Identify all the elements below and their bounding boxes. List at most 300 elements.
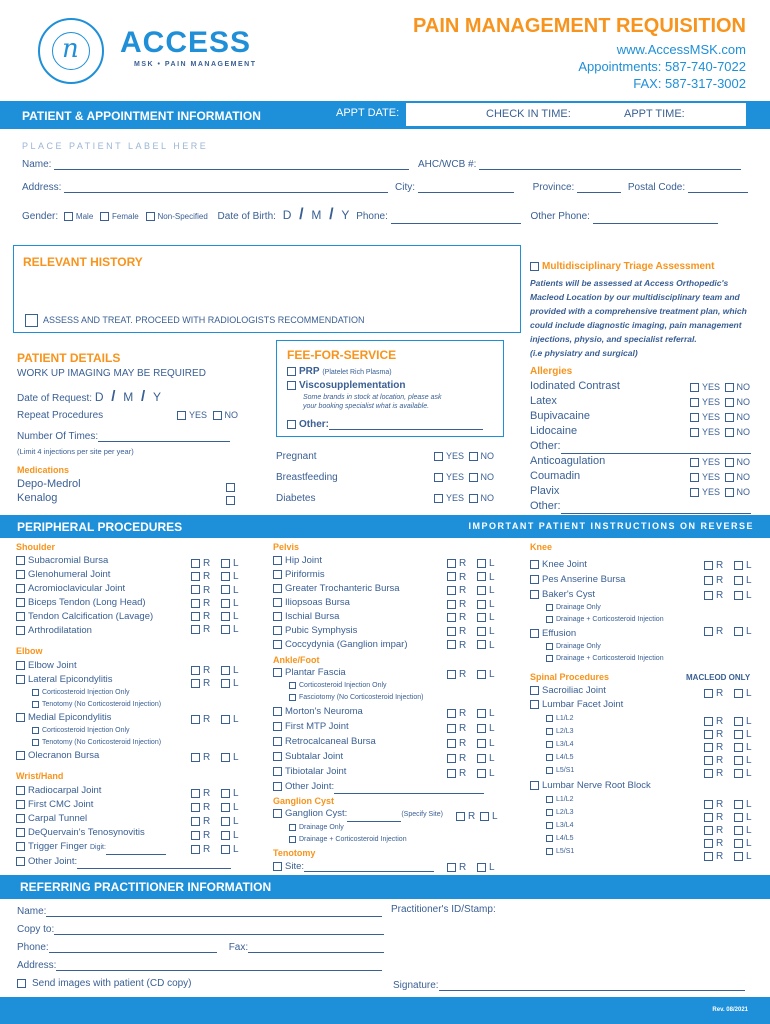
name-field[interactable] — [54, 159, 409, 170]
proc-checkbox[interactable] — [16, 800, 25, 809]
province-field[interactable] — [577, 182, 621, 193]
ankle-other-field[interactable] — [334, 785, 484, 794]
left-checkbox[interactable] — [477, 572, 486, 581]
rl-row — [191, 843, 239, 857]
pregnant-yes-checkbox[interactable] — [434, 452, 443, 461]
left-checkbox[interactable] — [221, 789, 230, 798]
address-field[interactable] — [64, 182, 388, 193]
r-label: R — [716, 851, 724, 862]
sub-label: Fasciotomy (No Corticosteroid Injection) — [299, 694, 424, 701]
right-checkbox[interactable] — [456, 812, 465, 821]
ref-name-field[interactable] — [46, 906, 382, 917]
right-checkbox[interactable] — [704, 743, 713, 752]
request-m: M — [123, 390, 134, 404]
r-label: R — [716, 688, 724, 699]
phone-field[interactable] — [391, 213, 521, 224]
proc-checkbox[interactable] — [16, 661, 25, 670]
proc-label: First MTP Joint — [285, 721, 349, 732]
level-label: L1/L2 — [556, 796, 574, 803]
left-checkbox[interactable] — [477, 670, 486, 679]
right-checkbox[interactable] — [191, 666, 200, 675]
fee-other-field[interactable] — [329, 419, 483, 430]
level-checkbox[interactable] — [546, 796, 553, 803]
rl-row — [191, 677, 239, 690]
limit-note: (Limit 4 injections per site per year) — [17, 447, 134, 456]
left-checkbox[interactable] — [221, 666, 230, 675]
right-checkbox[interactable] — [191, 831, 200, 840]
right-checkbox[interactable] — [447, 739, 456, 748]
proc-label: Olecranon Bursa — [28, 750, 100, 761]
right-checkbox[interactable] — [704, 852, 713, 861]
tenotomy-site-field[interactable] — [304, 863, 434, 872]
right-checkbox[interactable] — [447, 769, 456, 778]
dob-slash-1: / — [299, 206, 304, 223]
ahc-field[interactable] — [479, 159, 741, 170]
left-checkbox[interactable] — [734, 591, 743, 600]
allergy-yes-checkbox[interactable] — [690, 413, 699, 422]
right-checkbox[interactable] — [191, 679, 200, 688]
right-checkbox[interactable] — [191, 803, 200, 812]
proc-label: Sacroiliac Joint — [542, 685, 606, 696]
right-checkbox[interactable] — [704, 769, 713, 778]
proc-checkbox[interactable] — [530, 560, 539, 569]
right-checkbox[interactable] — [704, 756, 713, 765]
right-checkbox[interactable] — [704, 576, 713, 585]
sub-label: Drainage + Corticosteroid Injection — [556, 616, 664, 623]
sub-checkbox[interactable] — [289, 694, 296, 701]
proc-label: Hip Joint — [285, 555, 322, 566]
left-checkbox[interactable] — [477, 640, 486, 649]
left-checkbox[interactable] — [221, 817, 230, 826]
rl-row — [191, 787, 239, 801]
l-label: L — [746, 590, 752, 601]
sub-checkbox[interactable] — [289, 824, 296, 831]
left-checkbox[interactable] — [734, 689, 743, 698]
number-times-row — [17, 431, 230, 442]
allergies-title: Allergies — [530, 366, 573, 377]
proc-checkbox[interactable] — [273, 626, 282, 635]
proc-label: Iliopsoas Bursa — [285, 597, 350, 608]
left-checkbox[interactable] — [477, 863, 486, 872]
other-phone-field[interactable] — [593, 213, 718, 224]
appointment-time-box[interactable] — [405, 102, 747, 127]
logo — [38, 18, 104, 84]
right-checkbox[interactable] — [191, 625, 200, 634]
proc-label: Other Joint: — [28, 856, 78, 867]
kenalog-checkbox[interactable] — [226, 496, 235, 505]
l-label: L — [489, 639, 495, 651]
med-yes-checkbox[interactable] — [690, 488, 699, 497]
right-checkbox[interactable] — [704, 839, 713, 848]
left-checkbox[interactable] — [221, 599, 230, 608]
left-checkbox[interactable] — [221, 559, 230, 568]
right-checkbox[interactable] — [704, 627, 713, 636]
allergy-no-checkbox[interactable] — [725, 428, 734, 437]
left-checkbox[interactable] — [734, 769, 743, 778]
sub-checkbox[interactable] — [546, 616, 553, 623]
right-checkbox[interactable] — [447, 613, 456, 622]
proc-checkbox[interactable] — [273, 752, 282, 761]
sub-checkbox[interactable] — [289, 836, 296, 843]
signature-field[interactable] — [439, 980, 745, 991]
medication-other-label: Other: — [530, 500, 561, 512]
address-label: Address: — [22, 182, 62, 193]
r-label: R — [459, 862, 467, 873]
proc-checkbox[interactable] — [530, 686, 539, 695]
left-checkbox[interactable] — [477, 613, 486, 622]
left-checkbox[interactable] — [221, 845, 230, 854]
allergy-no-checkbox[interactable] — [725, 398, 734, 407]
r-label: R — [459, 598, 467, 610]
level-checkbox[interactable] — [546, 754, 553, 761]
proc-checkbox[interactable] — [16, 842, 25, 851]
right-checkbox[interactable] — [704, 591, 713, 600]
rl-row — [704, 811, 752, 824]
med-no-checkbox[interactable] — [725, 458, 734, 467]
level-checkbox[interactable] — [546, 767, 553, 774]
proc-checkbox[interactable] — [16, 751, 25, 760]
proc-checkbox[interactable] — [16, 626, 25, 635]
allergy-yes-checkbox[interactable] — [690, 428, 699, 437]
assess-label: ASSESS AND TREAT. PROCEED WITH RADIOLOGISTS RECOMMENDATION — [43, 314, 365, 325]
med-depo: Depo-Medrol — [17, 478, 81, 490]
left-checkbox[interactable] — [477, 739, 486, 748]
city-field[interactable] — [418, 182, 514, 193]
sub-checkbox[interactable] — [32, 739, 39, 746]
rl-row — [704, 741, 752, 754]
proc-checkbox[interactable] — [273, 612, 282, 621]
sub-checkbox[interactable] — [32, 701, 39, 708]
proc-label: Morton's Neuroma — [285, 706, 363, 717]
left-checkbox[interactable] — [221, 612, 230, 621]
rl-row — [704, 754, 752, 767]
proc-checkbox[interactable] — [273, 556, 282, 565]
left-checkbox[interactable] — [734, 800, 743, 809]
right-checkbox[interactable] — [191, 599, 200, 608]
l-label: L — [489, 669, 495, 680]
right-checkbox[interactable] — [191, 753, 200, 762]
sub-checkbox[interactable] — [32, 689, 39, 696]
proc-label: Trigger Finger — [28, 841, 88, 852]
dob-y: Y — [341, 208, 350, 222]
non-specified-checkbox[interactable] — [146, 212, 155, 221]
l-label: L — [233, 678, 239, 690]
proc-checkbox[interactable] — [16, 570, 25, 579]
right-checkbox[interactable] — [191, 817, 200, 826]
sub-checkbox[interactable] — [32, 727, 39, 734]
allergy-no-checkbox[interactable] — [725, 383, 734, 392]
digit-field[interactable] — [106, 846, 166, 855]
level-checkbox[interactable] — [546, 728, 553, 735]
no-label: NO — [736, 427, 751, 437]
proc-label: Pes Anserine Bursa — [542, 574, 626, 585]
diabetes-yes-checkbox[interactable] — [434, 494, 443, 503]
repeat-yes-checkbox[interactable] — [177, 411, 186, 420]
right-checkbox[interactable] — [191, 845, 200, 854]
proc-checkbox[interactable] — [16, 598, 25, 607]
triage-line: (i.e physiatry and surgical) — [530, 348, 638, 358]
medication-item: Coumadin — [530, 470, 581, 482]
r-label: R — [459, 612, 467, 624]
repeat-row — [17, 410, 247, 421]
dob-label: Date of Birth: — [217, 211, 276, 222]
left-checkbox[interactable] — [734, 717, 743, 726]
allergy-item: Lidocaine — [530, 425, 578, 437]
logo-letter: n — [62, 34, 79, 64]
right-checkbox[interactable] — [447, 724, 456, 733]
ref-phone-field[interactable] — [49, 942, 217, 953]
left-checkbox[interactable] — [477, 709, 486, 718]
other-joint-field[interactable] — [77, 860, 231, 869]
left-checkbox[interactable] — [221, 753, 230, 762]
left-checkbox[interactable] — [477, 627, 486, 636]
proc-checkbox[interactable] — [530, 575, 539, 584]
left-checkbox[interactable] — [734, 730, 743, 739]
rl-row — [704, 728, 752, 741]
medication-other-field[interactable] — [561, 503, 751, 514]
allergy-yes-checkbox[interactable] — [690, 398, 699, 407]
right-checkbox[interactable] — [447, 863, 456, 872]
ref-copy-field[interactable] — [54, 924, 384, 935]
check-in-label: CHECK IN TIME: — [486, 108, 571, 120]
right-checkbox[interactable] — [704, 813, 713, 822]
sub-label: Drainage Only — [299, 824, 344, 831]
level-checkbox[interactable] — [546, 741, 553, 748]
visco-checkbox[interactable] — [287, 381, 296, 390]
breastfeeding-yes-checkbox[interactable] — [434, 473, 443, 482]
r-label: R — [459, 585, 467, 597]
number-times-field[interactable] — [98, 431, 230, 442]
medication-item: Anticoagulation — [530, 455, 606, 467]
left-checkbox[interactable] — [477, 600, 486, 609]
left-checkbox[interactable] — [480, 812, 489, 821]
left-checkbox[interactable] — [477, 769, 486, 778]
fee-other-checkbox[interactable] — [287, 420, 296, 429]
left-checkbox[interactable] — [477, 559, 486, 568]
ref-fax-label: Fax: — [228, 942, 249, 953]
left-checkbox[interactable] — [734, 756, 743, 765]
level-checkbox[interactable] — [546, 715, 553, 722]
left-checkbox[interactable] — [734, 627, 743, 636]
l-label: L — [746, 626, 752, 637]
proc-checkbox[interactable] — [16, 612, 25, 621]
fee-box — [276, 340, 504, 437]
triage-checkbox[interactable] — [530, 262, 539, 271]
left-checkbox[interactable] — [221, 803, 230, 812]
ref-fax-field[interactable] — [248, 942, 384, 953]
right-checkbox[interactable] — [704, 561, 713, 570]
proc-checkbox[interactable] — [16, 584, 25, 593]
prp-checkbox[interactable] — [287, 367, 296, 376]
right-checkbox[interactable] — [447, 640, 456, 649]
level-checkbox[interactable] — [546, 835, 553, 842]
med-no-checkbox[interactable] — [725, 488, 734, 497]
fee-other-label: Other: — [299, 419, 329, 430]
condition-breastfeeding: Breastfeeding — [276, 472, 338, 483]
r-label: R — [459, 723, 467, 734]
r-label: R — [203, 844, 211, 855]
triage-line: injections, physio, and specialist referral. — [530, 334, 697, 344]
level-checkbox[interactable] — [546, 848, 553, 855]
l-label: L — [746, 851, 752, 862]
ref-address-field[interactable] — [56, 960, 382, 971]
proc-checkbox[interactable] — [530, 590, 539, 599]
proc-checkbox[interactable] — [16, 675, 25, 684]
proc-label: Glenohumeral Joint — [28, 569, 111, 580]
right-checkbox[interactable] — [704, 717, 713, 726]
med-no-checkbox[interactable] — [725, 473, 734, 482]
proc-checkbox[interactable] — [530, 781, 539, 790]
left-checkbox[interactable] — [734, 826, 743, 835]
l-label: L — [233, 571, 239, 583]
rl-row — [447, 706, 495, 721]
breastfeeding-no-checkbox[interactable] — [469, 473, 478, 482]
depo-checkbox[interactable] — [226, 483, 235, 492]
allergy-no-checkbox[interactable] — [725, 413, 734, 422]
l-label: L — [233, 665, 239, 676]
rl-row — [447, 751, 495, 766]
triage-line: Patients will be assessed at Access Orthopedic's — [530, 278, 729, 288]
sub-checkbox[interactable] — [546, 604, 553, 611]
proc-checkbox[interactable] — [16, 713, 25, 722]
sub-checkbox[interactable] — [289, 682, 296, 689]
proc-checkbox[interactable] — [273, 737, 282, 746]
l-label: L — [489, 708, 495, 719]
l-label: L — [746, 688, 752, 699]
level-checkbox[interactable] — [546, 809, 553, 816]
pregnant-no-checkbox[interactable] — [469, 452, 478, 461]
right-checkbox[interactable] — [447, 670, 456, 679]
right-checkbox[interactable] — [447, 709, 456, 718]
proc-checkbox[interactable] — [530, 700, 539, 709]
r-label: R — [459, 625, 467, 637]
sub-label: Drainage Only — [556, 643, 601, 650]
left-checkbox[interactable] — [734, 852, 743, 861]
left-checkbox[interactable] — [734, 813, 743, 822]
right-checkbox[interactable] — [191, 715, 200, 724]
sub-checkbox[interactable] — [546, 655, 553, 662]
proc-checkbox[interactable] — [273, 767, 282, 776]
proc-checkbox[interactable] — [273, 640, 282, 649]
prp-sub-label: (Platelet Rich Plasma) — [322, 369, 392, 376]
wrist-title: Wrist/Hand — [16, 771, 64, 781]
right-checkbox[interactable] — [447, 559, 456, 568]
left-checkbox[interactable] — [734, 561, 743, 570]
send-images-checkbox[interactable] — [17, 979, 26, 988]
l-label: L — [746, 575, 752, 586]
left-checkbox[interactable] — [477, 724, 486, 733]
proc-checkbox[interactable] — [273, 598, 282, 607]
fax-number: FAX: 587-317-3002 — [633, 76, 746, 91]
proc-checkbox[interactable] — [273, 570, 282, 579]
proc-checkbox[interactable] — [273, 722, 282, 731]
repeat-no-checkbox[interactable] — [213, 411, 222, 420]
proc-checkbox[interactable] — [16, 828, 25, 837]
proc-label: Ischial Bursa — [285, 611, 340, 622]
proc-checkbox[interactable] — [16, 786, 25, 795]
right-checkbox[interactable] — [704, 826, 713, 835]
med-yes-checkbox[interactable] — [690, 458, 699, 467]
right-checkbox[interactable] — [704, 800, 713, 809]
proc-checkbox[interactable] — [16, 857, 25, 866]
diabetes-no-checkbox[interactable] — [469, 494, 478, 503]
sub-checkbox[interactable] — [546, 643, 553, 650]
proc-checkbox[interactable] — [16, 556, 25, 565]
left-checkbox[interactable] — [477, 754, 486, 763]
right-checkbox[interactable] — [191, 585, 200, 594]
r-label: R — [716, 590, 724, 601]
ganglion-site-field[interactable] — [347, 813, 401, 822]
l-label: L — [746, 825, 752, 836]
left-checkbox[interactable] — [221, 831, 230, 840]
r-label: R — [459, 738, 467, 749]
l-label: L — [233, 816, 239, 827]
proc-checkbox[interactable] — [273, 862, 282, 871]
right-checkbox[interactable] — [191, 572, 200, 581]
right-checkbox[interactable] — [447, 586, 456, 595]
right-checkbox[interactable] — [191, 559, 200, 568]
allergy-item: Iodinated Contrast — [530, 380, 620, 392]
left-checkbox[interactable] — [221, 679, 230, 688]
left-checkbox[interactable] — [221, 572, 230, 581]
rl-row — [704, 558, 752, 573]
level-checkbox[interactable] — [546, 822, 553, 829]
ref-name-row — [17, 906, 382, 917]
proc-checkbox[interactable] — [273, 809, 282, 818]
left-checkbox[interactable] — [221, 625, 230, 634]
relevant-history-title: RELEVANT HISTORY — [23, 255, 143, 269]
med-yes-checkbox[interactable] — [690, 473, 699, 482]
right-checkbox[interactable] — [191, 612, 200, 621]
proc-checkbox[interactable] — [530, 629, 539, 638]
proc-label: Effusion — [542, 628, 577, 639]
right-checkbox[interactable] — [447, 600, 456, 609]
dob-m: M — [311, 208, 322, 222]
postal-field[interactable] — [688, 182, 748, 193]
rl-row — [447, 571, 495, 585]
male-checkbox[interactable] — [64, 212, 73, 221]
left-checkbox[interactable] — [221, 715, 230, 724]
appointments-phone: Appointments: 587-740-7022 — [578, 59, 746, 74]
knee-title: Knee — [530, 542, 553, 552]
left-checkbox[interactable] — [477, 586, 486, 595]
proc-checkbox[interactable] — [16, 814, 25, 823]
proc-checkbox[interactable] — [273, 668, 282, 677]
left-checkbox[interactable] — [734, 576, 743, 585]
phone-label: Phone: — [356, 211, 388, 222]
right-checkbox[interactable] — [704, 730, 713, 739]
right-checkbox[interactable] — [704, 689, 713, 698]
allergy-yes-checkbox[interactable] — [690, 383, 699, 392]
proc-checkbox[interactable] — [273, 584, 282, 593]
female-checkbox[interactable] — [100, 212, 109, 221]
proc-label: Plantar Fascia — [285, 667, 346, 678]
right-checkbox[interactable] — [447, 627, 456, 636]
proc-checkbox[interactable] — [273, 707, 282, 716]
proc-checkbox[interactable] — [273, 782, 282, 791]
right-checkbox[interactable] — [447, 754, 456, 763]
left-checkbox[interactable] — [734, 839, 743, 848]
peripheral-title: PERIPHERAL PROCEDURES — [17, 520, 183, 534]
referring-title: REFERRING PRACTITIONER INFORMATION — [20, 880, 272, 894]
name-row — [22, 159, 741, 170]
left-checkbox[interactable] — [734, 743, 743, 752]
left-checkbox[interactable] — [221, 585, 230, 594]
yes-label: YES — [702, 427, 721, 437]
assess-checkbox[interactable] — [25, 314, 38, 327]
right-checkbox[interactable] — [447, 572, 456, 581]
right-checkbox[interactable] — [191, 789, 200, 798]
